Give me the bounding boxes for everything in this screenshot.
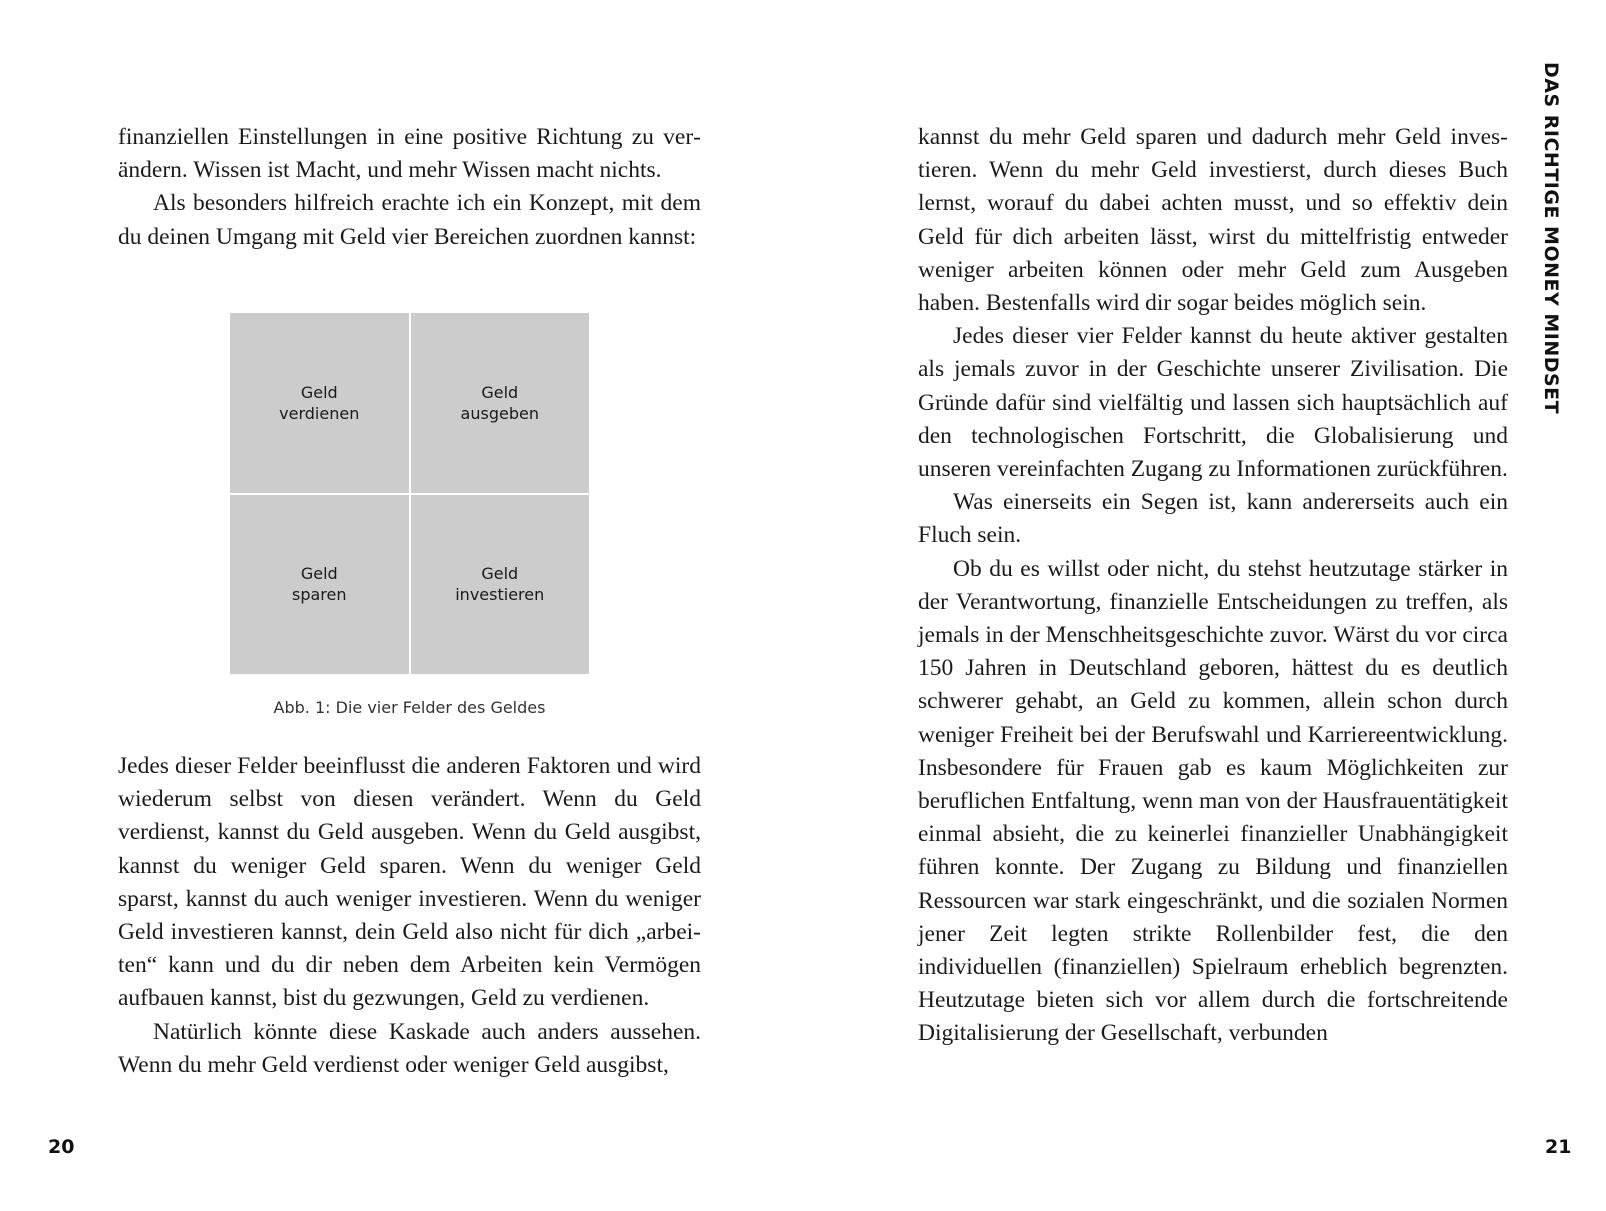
right-page bbox=[803, 0, 1606, 1211]
cell-label-line1: Geld bbox=[300, 382, 338, 402]
cell-label-line1: Geld bbox=[481, 382, 519, 402]
four-fields-matrix bbox=[230, 313, 589, 674]
figure-caption: Abb. 1: Die vier Felder des Geldes bbox=[273, 698, 546, 717]
matrix-cell-geld-sparen bbox=[230, 495, 409, 675]
matrix-cell-geld-ausgeben bbox=[411, 313, 590, 493]
cell-label-line2: ausgeben bbox=[460, 403, 539, 423]
paragraph: finanziellen Einstellungen in eine positive Richtung zu verändern. Wissen ist Macht, und mehr Wissen macht nichts. bbox=[118, 124, 701, 184]
cell-label-line2: sparen bbox=[291, 585, 347, 605]
paragraph: Was einerseits ein Segen ist, kann andererseits auch ein Fluch sein. bbox=[918, 489, 1508, 549]
left-text-column-top bbox=[118, 121, 701, 254]
matrix-cell-geld-verdienen bbox=[230, 313, 409, 493]
paragraph: kannst du mehr Geld sparen und dadurch mehr Geld investieren. Wenn du mehr Geld investierst, durch dieses Buch lernst, worauf du dabei achten musst, und so effektiv dein Geld für dich arbeiten lässt, wirst du mittelfristig entweder weniger arbeiten können oder mehr Geld zum Ausgeben haben. Bestenfalls wird dir sogar beides möglich sein. bbox=[918, 124, 1508, 317]
running-head: DAS RICHTIGE MONEY MINDSET bbox=[1540, 62, 1562, 415]
matrix-cell-geld-investieren bbox=[411, 495, 590, 675]
page-number-right: 21 bbox=[1545, 1136, 1572, 1158]
right-text-column bbox=[918, 121, 1508, 1051]
paragraph: Jedes dieser Felder beeinflusst die anderen Faktoren und wird wiederum selbst von diesen verändert. Wenn du Geld verdienst, kannst du Geld ausgeben. Wenn du Geld ausgibst, kannst du weniger Geld sparen. Wenn du weniger Geld sparst, kannst du auch weniger investieren. Wenn du weniger Geld investieren kannst, dein Geld also nicht für dich „arbeiten“ kann und du dir neben dem Arbeiten kein Vermögen aufbauen kannst, bist du gezwungen, Geld zu verdienen. bbox=[118, 753, 701, 1012]
page-number-left: 20 bbox=[48, 1136, 75, 1158]
paragraph: Ob du es willst oder nicht, du stehst heutzutage stärker in der Verantwortung, finanzielle Entscheidungen zu treffen, als jemals in der Menschheitsgeschichte zuvor. Wärst du vor circa 150 Jahren in Deutschland geboren, hättest du es deutlich schwerer gehabt, an Geld zu kommen, allein schon durch weniger Freiheit bei der Berufswahl und Karriereentwicklung. Insbesondere für Frauen gab es kaum Möglichkeiten zur beruflichen Entfaltung, wenn man von der Hausfrauentätigkeit einmal absieht, die zu keinerlei finanzieller Unabhängigkeit führen konnte. Der Zugang zu Bildung und finanziellen Ressourcen war stark eingeschränkt, und die sozialen Normen jener Zeit legten strikte Rollenbilder fest, die den individuellen (finanziellen) Spielraum erheblich begrenzten. Heutzutage bieten sich vor allem durch die fortschreitende Digitalisierung der Gesellschaft, verbunden bbox=[918, 555, 1508, 1047]
cell-label-line2: verdienen bbox=[279, 403, 360, 423]
cell-label-line1: Geld bbox=[300, 564, 338, 584]
left-text-column-bottom bbox=[118, 750, 701, 1082]
paragraph: Natürlich könnte diese Kaskade auch anders aussehen. Wenn du mehr Geld verdienst oder weniger Geld ausgibst, bbox=[118, 1018, 701, 1078]
paragraph: Jedes dieser vier Felder kannst du heute aktiver gestalten als jemals zuvor in der Geschichte unserer Zivilisation. Die Gründe dafür sind vielfältig und lassen sich hauptsächlich auf den technologischen Fortschritt, die Globalisierung und unseren vereinfachten Zugang zu Informationen zurückführen. bbox=[918, 323, 1508, 483]
cell-label-line1: Geld bbox=[481, 564, 519, 584]
cell-label-line2: investieren bbox=[455, 585, 545, 605]
paragraph: Als besonders hilfreich erachte ich ein Konzept, mit dem du deinen Umgang mit Geld vier Bereichen zuordnen kannst: bbox=[118, 190, 701, 250]
